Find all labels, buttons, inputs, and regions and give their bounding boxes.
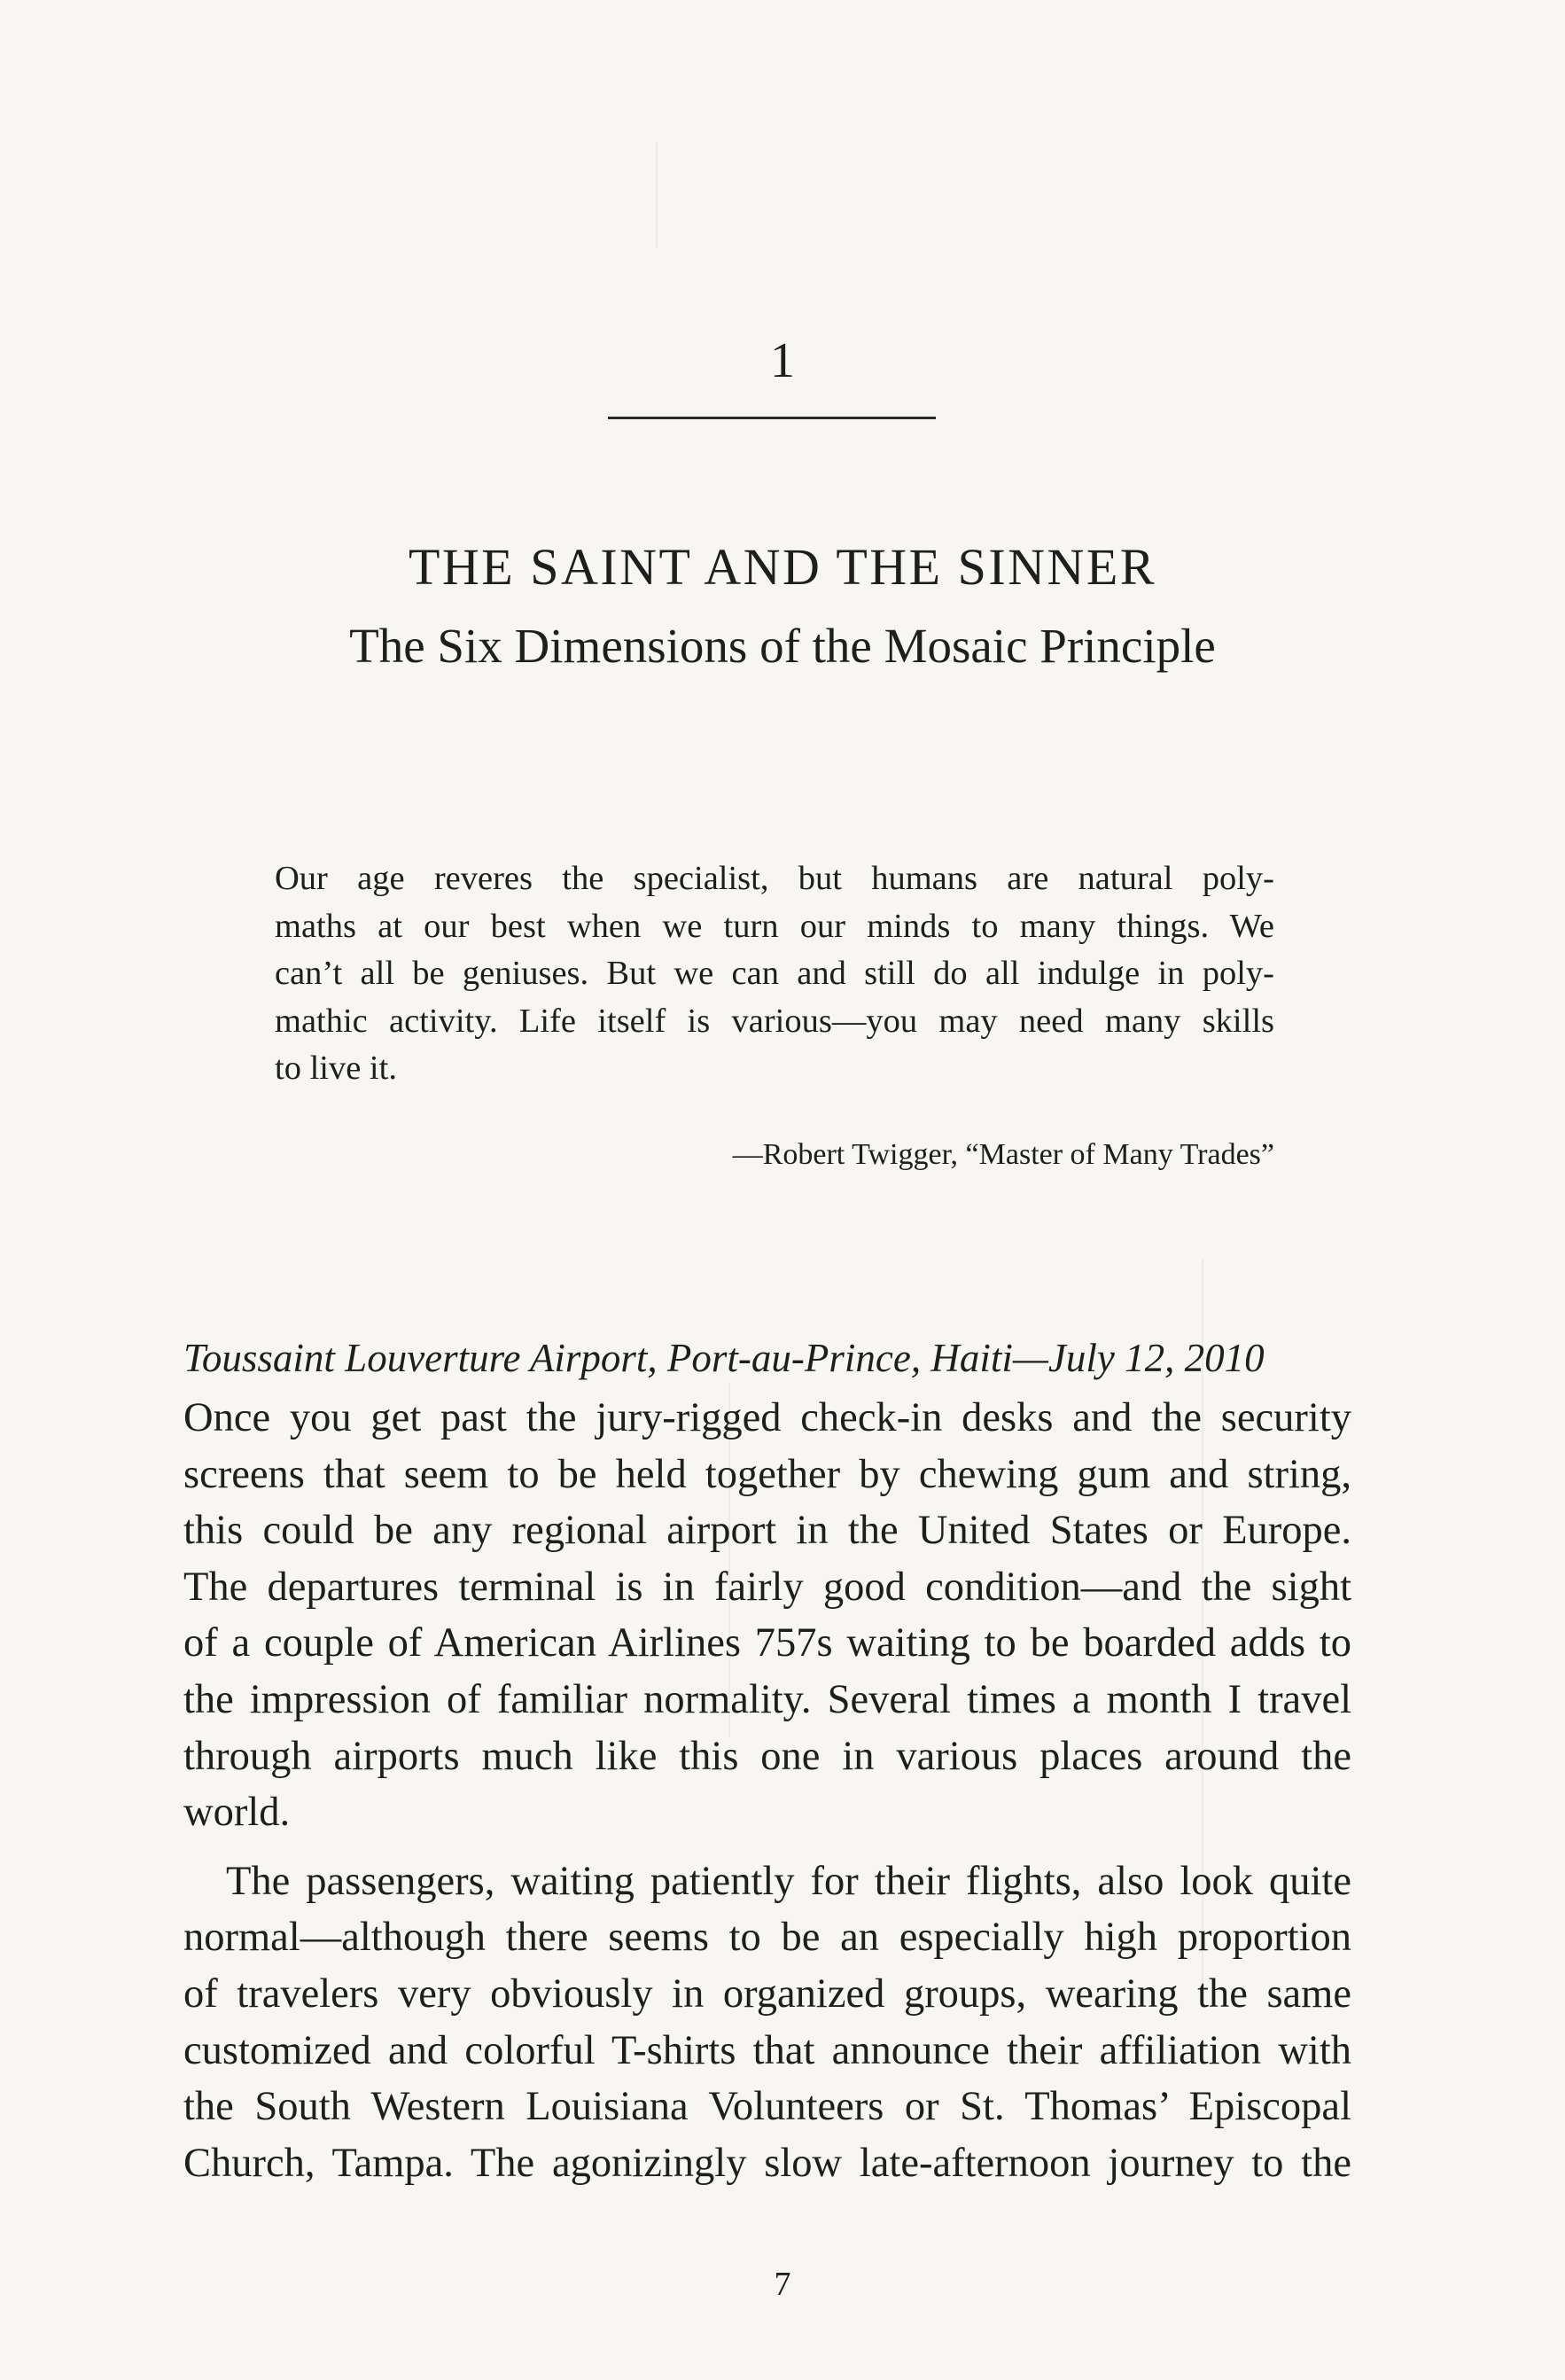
paragraph-line: normal—although there seems to be an especially high proportion <box>183 1915 1351 1961</box>
paragraph-line: this could be any regional airport in the United States or Europe. <box>183 1508 1351 1554</box>
paragraph-line: of travelers very obviously in organized groups, wearing the same <box>183 1970 1351 2017</box>
paragraph-line: through airports much like this one in various places around the <box>183 1733 1351 1779</box>
epigraph-line: Our age reveres the specialist, but humans are natural poly- <box>275 860 1274 897</box>
chapter-divider-rule <box>608 417 936 419</box>
epigraph-line: can’t all be geniuses. But we can and still do all indulge in poly- <box>275 955 1274 992</box>
epigraph <box>275 855 1274 1093</box>
paragraph-gap <box>183 1841 1351 1853</box>
paragraph-line: Church, Tampa. The agonizingly slow late-afternoon journey to the <box>183 2140 1351 2186</box>
paragraph-line: the impression of familiar normality. Several times a month I travel <box>183 1676 1351 1722</box>
epigraph-line: mathic activity. Life itself is various—you may need many skills <box>275 1002 1274 1040</box>
body-text <box>183 1390 1351 2191</box>
paragraph-line: The departures terminal is in fairly good condition—and the sight <box>183 1564 1351 1610</box>
epigraph-line: maths at our best when we turn our minds to many things. We <box>275 907 1274 945</box>
chapter-subtitle: The Six Dimensions of the Mosaic Principle <box>349 619 1216 673</box>
paragraph-line: Once you get past the jury-rigged check-in desks and the security <box>183 1395 1351 1440</box>
scan-artifact-line <box>656 142 658 248</box>
paragraph-line: The passengers, waiting patiently for their flights, also look quite <box>226 1858 1351 1904</box>
paragraph-line: screens that seem to be held together by chewing gum and string, <box>183 1451 1351 1497</box>
paragraph-line: the South Western Louisiana Volunteers or St. Thomas’ Episcopal <box>183 2084 1351 2130</box>
paragraph-line: world. <box>183 1790 291 1836</box>
epigraph-attribution: —Robert Twigger, “Master of Many Trades” <box>732 1138 1274 1171</box>
paragraph-line: of a couple of American Airlines 757s waiting to be boarded adds to <box>183 1620 1351 1666</box>
epigraph-line: to live it. <box>275 1050 397 1087</box>
section-dateline: Toussaint Louverture Airport, Port-au-Prince, Haiti—July 12, 2010 <box>183 1336 1265 1380</box>
chapter-number: 1 <box>770 333 795 388</box>
page-number: 7 <box>774 2266 791 2303</box>
paragraph-line: customized and colorful T-shirts that announce their affiliation with <box>183 2027 1351 2073</box>
chapter-title: THE SAINT AND THE SINNER <box>408 538 1157 596</box>
